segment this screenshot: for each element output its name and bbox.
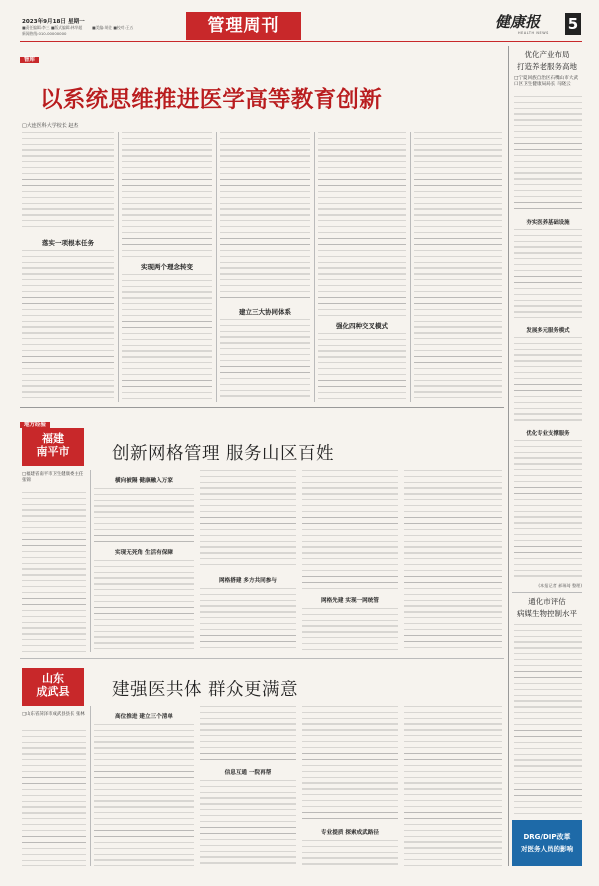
sidebar-text-c <box>514 337 582 425</box>
masthead-hotline: 新闻热线:010-00000000 <box>22 31 67 36</box>
local-2-col-4a <box>302 706 398 822</box>
masthead-date: 2023年9月18日 星期一 <box>22 19 85 25</box>
sidebar-subhead-2: 发展多元服务模式 <box>526 328 570 334</box>
lead-col-5-text <box>414 132 502 400</box>
lead-col-divider-4 <box>410 132 411 402</box>
local-1-col-4a <box>302 470 398 590</box>
masthead-rule <box>20 41 582 42</box>
lead-subhead-1: 落实一项根本任务 <box>42 239 94 247</box>
sidebar-byline: □宁夏回族自治区石嘴山市大武口区卫生健康局局长 马晓云 <box>514 76 579 87</box>
local-1-col-2a <box>94 488 194 544</box>
local-2-col-5 <box>404 706 502 866</box>
sidebar-photo-caption-2: 病媒生物控制水平 <box>517 609 577 618</box>
local-2-subhead-1: 高位推进 建立三个清单 <box>115 714 173 720</box>
lead-col-4-text-b <box>318 333 406 400</box>
sidebar-rule <box>512 592 582 593</box>
local-headline-2: 建强医共体 群众更满意 <box>112 680 299 700</box>
lead-byline: □大连医科大学校长 赵杰 <box>22 123 79 129</box>
masthead-editor-line-1: ■责任编辑:李三 ■版式编辑:林华超 <box>22 25 83 30</box>
local-1-col-1 <box>22 492 86 652</box>
lead-col-2-text-b <box>122 274 212 400</box>
local-story-rule <box>20 658 504 659</box>
local-2-subhead-2: 信息互通 一院再帮 <box>224 770 272 776</box>
sidebar-headline-1: 优化产业布局 <box>524 50 570 59</box>
sidebar-text-d <box>514 440 582 580</box>
sidebar-subhead-1: 夯实医养基础设施 <box>526 220 570 226</box>
lead-col-divider-1 <box>118 132 119 402</box>
lead-col-2-text-a <box>122 132 212 257</box>
region-1-name-line-1: 福建 <box>42 432 64 445</box>
lead-subhead-3: 建立三大协同体系 <box>239 308 291 316</box>
region-1-name-line-2: 南平市 <box>36 445 70 458</box>
local-1-col-2b <box>94 560 194 652</box>
region-box-chengwu <box>22 668 84 706</box>
lead-subhead-2: 实现两个理念转变 <box>141 263 193 271</box>
sidebar-photo-caption-1: 通化市评估 <box>528 597 566 606</box>
lead-col-3-text-b <box>220 319 310 400</box>
lead-col-1-text-b <box>22 250 114 400</box>
local-1-subhead-3: 网格搭建 多方共同参与 <box>219 578 277 584</box>
page-number: 5 <box>565 13 581 35</box>
sidebar-text-b <box>514 229 582 323</box>
lead-col-divider-2 <box>216 132 217 402</box>
lead-subhead-4: 强化四种交叉模式 <box>336 322 388 330</box>
lead-section-label: 智库 <box>20 57 39 63</box>
local-1-col-3a <box>200 470 296 570</box>
lead-headline: 以系统思维推进医学高等教育创新 <box>40 87 383 113</box>
region-1-byline: □福建省南平市卫生健康委主任 张锦 <box>22 472 84 483</box>
lead-col-divider-3 <box>314 132 315 402</box>
lead-col-1-text-a <box>22 132 114 232</box>
local-section-label: 地方经验 <box>20 422 50 428</box>
local-1-subhead-2: 实现无死角 生活有保障 <box>115 550 173 556</box>
local-headline-1: 创新网格管理 服务山区百姓 <box>112 444 335 464</box>
lead-col-3-text-a <box>220 132 310 302</box>
local-1-subhead-1: 横向被隔 健康融入万家 <box>115 478 173 484</box>
local-1-col-5 <box>404 470 502 652</box>
section-title: 管理周刊 <box>186 12 301 40</box>
local-2-divider-1 <box>90 706 91 866</box>
local-2-subhead-3: 专业提质 探索成武路径 <box>321 830 379 836</box>
local-1-col-4b <box>302 608 398 652</box>
sidebar-text-e <box>514 624 582 814</box>
local-1-divider-1 <box>90 470 91 652</box>
sidebar-headline-2: 打造养老服务高地 <box>517 62 577 71</box>
region-2-name-line-2: 成武县 <box>36 685 70 698</box>
local-2-col-4b <box>302 840 398 866</box>
masthead-editor-line-2: ■美编:胡佐 ■校对:王五 <box>92 25 134 30</box>
sidebar-subhead-3: 优化专业支撑服务 <box>526 431 570 437</box>
local-2-col-2 <box>94 724 194 866</box>
local-1-col-3b <box>200 588 296 652</box>
local-2-col-1 <box>22 730 86 866</box>
sidebar-sign-off: (本报记者 郝瑞琦 整理) <box>538 583 582 588</box>
region-2-name-line-1: 山东 <box>42 672 64 685</box>
sidebar-ad-box <box>512 820 582 866</box>
local-section-rule <box>20 407 504 408</box>
local-2-col-3b <box>200 780 296 866</box>
sidebar-text-a <box>514 96 582 214</box>
lead-section-tag <box>20 46 39 65</box>
brand-sub: HEALTH NEWS <box>518 31 549 35</box>
region-2-byline: □山东省菏泽市成武县县长 张林 <box>22 712 85 717</box>
local-1-subhead-4: 网格先建 实现一网统管 <box>321 598 379 604</box>
lead-col-4-text-a <box>318 132 406 316</box>
region-box-nanping <box>22 428 84 466</box>
local-2-col-3a <box>200 706 296 762</box>
sidebar-ad-line-2: 对医务人员的影响 <box>521 845 573 853</box>
brand-logo: 健康报 <box>495 13 541 31</box>
sidebar-ad-line-1: DRG/DIP改革 <box>523 833 571 841</box>
sidebar-divider <box>508 46 509 866</box>
